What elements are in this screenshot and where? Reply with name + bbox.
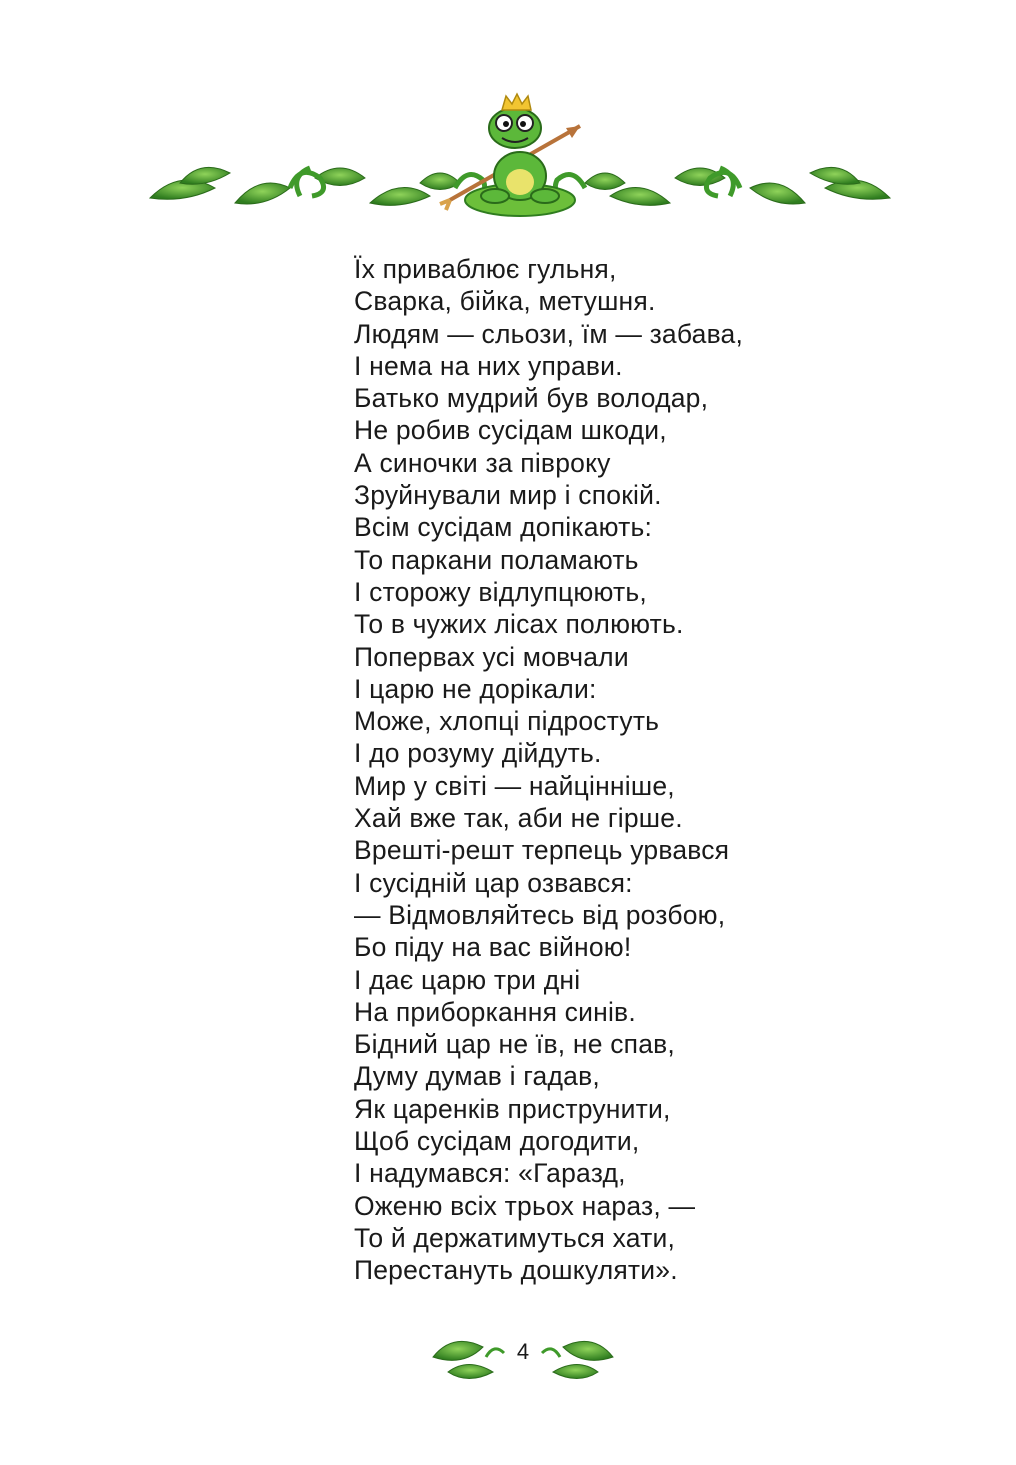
poem-line: Думу думав і гадав, [354,1061,600,1092]
poem-line: Оженю всіх трьох нараз, — [354,1190,696,1221]
poem-line: Як царенків приструнити, [354,1093,671,1124]
poem-line: То й держатимуться хати, [354,1222,676,1253]
poem-line: Хай вже так, аби не гірше. [354,803,683,834]
poem-line: І до розуму дійдуть. [354,738,602,769]
poem-line: Щоб сусідам догодити, [354,1126,640,1157]
poem-line: То паркани поламають [354,544,639,575]
poem-line: А синочки за півроку [354,447,611,478]
poem-line: На приборкання синів. [354,996,636,1027]
poem-line: І сусідній цар озвався: [354,867,633,898]
poem-line: Їх приваблює гульня, [354,254,617,284]
poem-line: — Відмовляйтесь від розбою, [354,899,726,930]
poem-line: Батько мудрий був володар, [354,383,709,414]
poem-line: І надумався: «Гаразд, [354,1158,626,1189]
poem-line: Всім сусідам допікають: [354,512,653,543]
poem-line: Бо піду на вас війною! [354,932,632,963]
header-ornament [140,88,900,223]
poem-line: Перестануть дошкуляти». [354,1255,678,1286]
poem-line: Зруйнували мир і спокій. [354,480,662,511]
page-number: 4 [516,1339,530,1364]
poem-line: Бідний цар не їв, не спав, [354,1029,675,1060]
poem-line: І царю не дорікали: [354,673,597,704]
poem-line: Мир у світі — найцінніше, [354,770,675,801]
poem-line: Не робив сусідам шкоди, [354,415,667,446]
poem-line: Людям — сльози, їм — забава, [354,318,744,349]
poem-line: І дає царю три дні [354,964,581,995]
poem-line: То в чужих лісах полюють. [354,609,684,640]
poem-line: І нема на них управи. [354,350,623,381]
poem-line: Врешті-решт терпець урвався [354,835,730,866]
poem-line: Сварка, бійка, метушня. [354,286,656,317]
poem-line: Може, хлопці підростуть [354,706,660,737]
poem-text [354,253,874,1287]
poem-line: Поперваx усі мовчали [354,641,629,672]
poem-line: І сторожу відлупцюють, [354,576,647,607]
frog-prince-ornament-icon [140,88,900,223]
